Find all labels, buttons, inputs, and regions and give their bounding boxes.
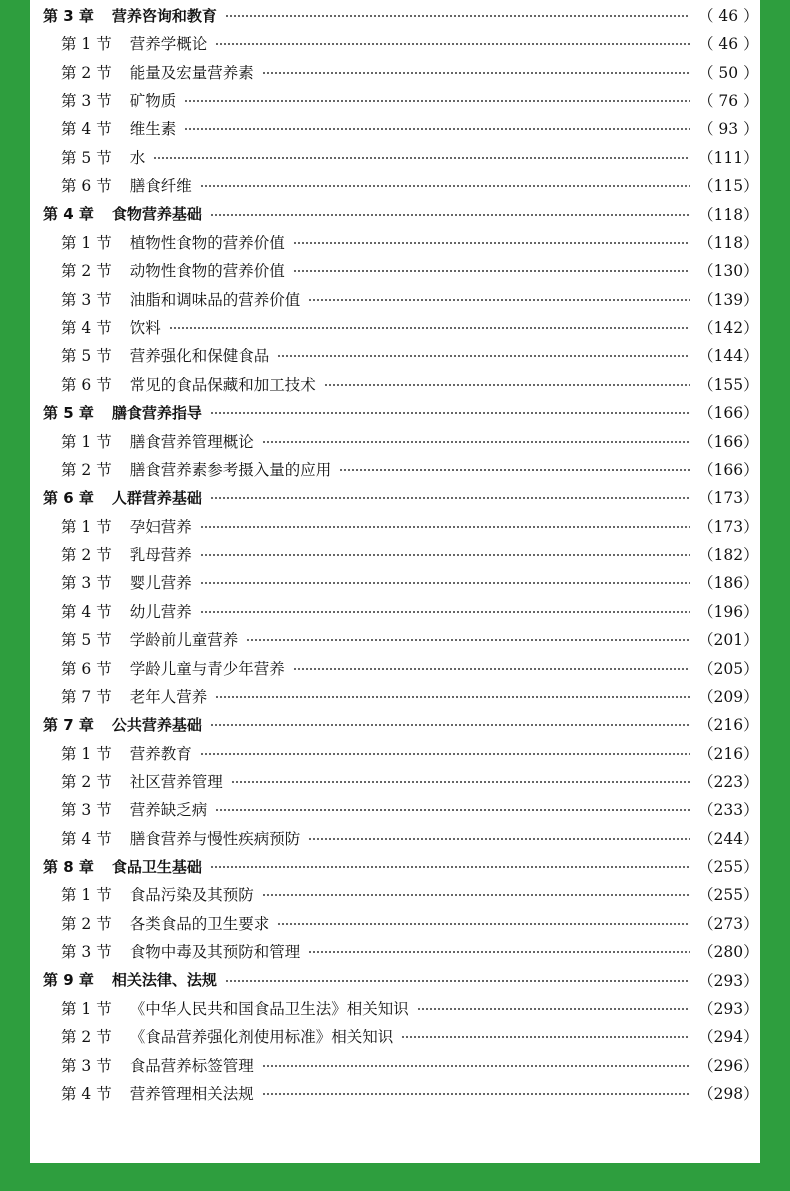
dot-leader: [246, 639, 690, 641]
toc-section-row: [30, 29, 760, 57]
page-number: （173）: [698, 489, 759, 508]
section-title: 膳食营养管理概论: [129, 432, 254, 451]
dot-leader: [215, 43, 690, 45]
section-number: 第 4 节: [61, 602, 112, 621]
page-number: （ 93 ）: [698, 120, 759, 139]
toc-section-row: [30, 455, 760, 483]
dot-leader: [401, 1036, 690, 1038]
section-title: 乳母营养: [129, 546, 192, 565]
section-number: 第 2 节: [61, 63, 112, 82]
section-number: 第 6 节: [61, 375, 112, 394]
section-number: 第 2 节: [61, 772, 112, 791]
section-title: 孕妇营养: [129, 517, 192, 536]
dot-leader: [210, 412, 690, 414]
chapter-title: 膳食营养指导: [111, 403, 202, 422]
toc-chapter-row: [30, 398, 760, 426]
section-title: 婴儿营养: [129, 574, 192, 593]
chapter-number: 第 9 章: [43, 971, 94, 990]
page-number: （298）: [698, 1085, 759, 1104]
section-title: 饮料: [129, 319, 161, 338]
page-number: （205）: [698, 659, 759, 678]
toc-section-row: [30, 86, 760, 114]
section-number: 第 4 节: [61, 1085, 112, 1104]
dot-leader: [231, 781, 690, 783]
dot-leader: [417, 1008, 690, 1010]
page-number: （142）: [698, 319, 759, 338]
section-number: 第 1 节: [61, 35, 112, 54]
page-number: （ 46 ）: [698, 7, 759, 25]
page-number: （209）: [698, 687, 759, 706]
toc-section-row: [30, 370, 760, 398]
section-number: 第 4 节: [61, 120, 112, 139]
section-title: 能量及宏量营养素: [129, 63, 254, 82]
chapter-number: 第 4 章: [43, 205, 94, 224]
dot-leader: [200, 554, 690, 556]
dot-leader: [184, 100, 690, 102]
dot-leader: [293, 242, 690, 244]
page-number: （255）: [698, 886, 759, 905]
toc-section-row: [30, 625, 760, 653]
section-title: 水: [129, 148, 146, 167]
toc-chapter-row: [30, 483, 760, 511]
page-number: （196）: [698, 602, 759, 621]
toc-section-row: [30, 654, 760, 682]
section-number: 第 2 节: [61, 460, 112, 479]
dot-leader: [225, 980, 690, 982]
toc-section-row: [30, 909, 760, 937]
section-number: 第 5 节: [61, 631, 112, 650]
chapter-number: 第 7 章: [43, 715, 94, 734]
toc-section-row: [30, 256, 760, 284]
dot-leader: [277, 355, 690, 357]
section-number: 第 1 节: [61, 999, 112, 1018]
page-number: （255）: [698, 858, 759, 877]
section-number: 第 1 节: [61, 517, 112, 536]
page-number: （ 46 ）: [698, 35, 759, 54]
page-number: （166）: [698, 404, 759, 423]
page-number: （233）: [698, 801, 759, 820]
toc-section-row: [30, 313, 760, 341]
dot-leader: [262, 1093, 690, 1095]
chapter-number: 第 5 章: [43, 403, 94, 422]
page-number: （166）: [698, 460, 759, 479]
dot-leader: [153, 157, 690, 159]
page-number: （111）: [698, 148, 759, 167]
toc-section-row: [30, 795, 760, 823]
page-number: （201）: [698, 631, 759, 650]
toc-section-row: [30, 739, 760, 767]
section-title: 植物性食物的营养价值: [129, 233, 285, 252]
section-number: 第 5 节: [61, 148, 112, 167]
section-title: 学龄儿童与青少年营养: [129, 659, 285, 678]
page-number: （115）: [698, 177, 759, 196]
document-page: [30, 0, 760, 1163]
page-number: （293）: [698, 999, 759, 1018]
section-title: 食品营养标签管理: [129, 1056, 254, 1075]
section-title: 营养管理相关法规: [129, 1085, 254, 1104]
toc-section-row: [30, 568, 760, 596]
section-title: 油脂和调味品的营养价值: [129, 290, 301, 309]
section-number: 第 1 节: [61, 886, 112, 905]
dot-leader: [169, 327, 690, 329]
page-number: （130）: [698, 262, 759, 281]
page-number: （186）: [698, 574, 759, 593]
dot-leader: [324, 384, 690, 386]
dot-leader: [262, 1065, 690, 1067]
page-number: （173）: [698, 517, 759, 536]
section-number: 第 2 节: [61, 546, 112, 565]
dot-leader: [200, 582, 690, 584]
section-number: 第 3 节: [61, 92, 112, 111]
page-number: （294）: [698, 1028, 759, 1047]
page-number: （216）: [698, 716, 759, 735]
section-title: 营养学概论: [129, 35, 208, 54]
section-number: 第 3 节: [61, 1056, 112, 1075]
section-number: 第 4 节: [61, 829, 112, 848]
toc-section-row: [30, 597, 760, 625]
chapter-title: 相关法律、法规: [111, 971, 217, 990]
chapter-number: 第 6 章: [43, 488, 94, 507]
section-number: 第 5 节: [61, 347, 112, 366]
dot-leader: [225, 15, 690, 17]
toc-section-row: [30, 1022, 760, 1050]
section-number: 第 3 节: [61, 574, 112, 593]
page-number: （293）: [698, 971, 759, 990]
section-title: 营养缺乏病: [129, 801, 208, 820]
section-number: 第 3 节: [61, 943, 112, 962]
page-number: （144）: [698, 347, 759, 366]
page-number: （166）: [698, 432, 759, 451]
toc-section-row: [30, 143, 760, 171]
toc-section-row: [30, 285, 760, 313]
section-title: 《食品营养强化剂使用标准》相关知识: [129, 1028, 394, 1047]
toc-section-row: [30, 767, 760, 795]
section-title: 动物性食物的营养价值: [129, 262, 285, 281]
toc-section-row: [30, 880, 760, 908]
dot-leader: [262, 894, 690, 896]
section-number: 第 1 节: [61, 432, 112, 451]
toc-section-row: [30, 937, 760, 965]
dot-leader: [210, 214, 690, 216]
page-number: （273）: [698, 914, 759, 933]
section-number: 第 1 节: [61, 744, 112, 763]
section-title: 膳食纤维: [129, 177, 192, 196]
section-number: 第 6 节: [61, 177, 112, 196]
section-title: 矿物质: [129, 92, 177, 111]
page-number: （155）: [698, 375, 759, 394]
page-number: （118）: [698, 205, 759, 224]
chapter-title: 食物营养基础: [111, 205, 202, 224]
section-number: 第 3 节: [61, 801, 112, 820]
dot-leader: [184, 128, 690, 130]
section-title: 食物中毒及其预防和管理: [129, 943, 301, 962]
dot-leader: [215, 696, 690, 698]
dot-leader: [277, 923, 690, 925]
chapter-number: 第 8 章: [43, 857, 94, 876]
dot-leader: [210, 724, 690, 726]
toc-chapter-row: [30, 852, 760, 880]
section-title: 《中华人民共和国食品卫生法》相关知识: [129, 999, 409, 1018]
toc-section-row: [30, 341, 760, 369]
page-number: （216）: [698, 744, 759, 763]
chapter-number: 第 3 章: [43, 6, 94, 25]
section-number: 第 3 节: [61, 290, 112, 309]
section-title: 幼儿营养: [129, 602, 192, 621]
section-title: 维生素: [129, 120, 177, 139]
section-title: 常见的食品保藏和加工技术: [129, 375, 316, 394]
toc-section-row: [30, 540, 760, 568]
section-title: 各类食品的卫生要求: [129, 914, 270, 933]
page-number: （ 76 ）: [698, 92, 759, 111]
toc-section-row: [30, 512, 760, 540]
chapter-title: 人群营养基础: [111, 488, 202, 507]
page-number: （244）: [698, 829, 759, 848]
dot-leader: [262, 441, 690, 443]
section-title: 膳食营养与慢性疾病预防: [129, 829, 301, 848]
dot-leader: [293, 270, 690, 272]
section-number: 第 6 节: [61, 659, 112, 678]
toc-section-row: [30, 1079, 760, 1107]
toc-section-row: [30, 228, 760, 256]
toc-chapter-row: [30, 1, 760, 29]
dot-leader: [308, 299, 690, 301]
dot-leader: [200, 185, 690, 187]
dot-leader: [210, 866, 690, 868]
section-title: 营养教育: [129, 744, 192, 763]
section-title: 老年人营养: [129, 687, 208, 706]
toc-chapter-row: [30, 966, 760, 994]
chapter-title: 营养咨询和教育: [111, 6, 217, 25]
section-number: 第 2 节: [61, 914, 112, 933]
section-number: 第 4 节: [61, 319, 112, 338]
page-number: （118）: [698, 233, 759, 252]
chapter-title: 公共营养基础: [111, 715, 202, 734]
dot-leader: [308, 838, 690, 840]
page-number: （ 50 ）: [698, 63, 759, 82]
dot-leader: [200, 611, 690, 613]
dot-leader: [200, 526, 690, 528]
page-number: （139）: [698, 290, 759, 309]
section-title: 学龄前儿童营养: [129, 631, 239, 650]
page-number: （280）: [698, 943, 759, 962]
chapter-title: 食品卫生基础: [111, 857, 202, 876]
toc-section-row: [30, 171, 760, 199]
page-number: （182）: [698, 546, 759, 565]
page-number: （296）: [698, 1056, 759, 1075]
toc-section-row: [30, 824, 760, 852]
page-number: （223）: [698, 772, 759, 791]
dot-leader: [308, 951, 690, 953]
section-title: 食品污染及其预防: [129, 886, 254, 905]
toc-section-row: [30, 58, 760, 86]
section-title: 膳食营养素参考摄入量的应用: [129, 460, 332, 479]
dot-leader: [210, 497, 690, 499]
dot-leader: [262, 72, 690, 74]
toc-section-row: [30, 994, 760, 1022]
section-number: 第 7 节: [61, 687, 112, 706]
section-number: 第 2 节: [61, 262, 112, 281]
dot-leader: [339, 469, 690, 471]
section-number: 第 2 节: [61, 1028, 112, 1047]
section-number: 第 1 节: [61, 233, 112, 252]
section-title: 营养强化和保健食品: [129, 347, 270, 366]
toc-section-row: [30, 114, 760, 142]
toc-chapter-row: [30, 200, 760, 228]
dot-leader: [200, 753, 690, 755]
toc-section-row: [30, 682, 760, 710]
toc-section-row: [30, 1051, 760, 1079]
toc-chapter-row: [30, 710, 760, 738]
dot-leader: [215, 809, 690, 811]
dot-leader: [293, 668, 690, 670]
section-title: 社区营养管理: [129, 772, 223, 791]
toc-section-row: [30, 427, 760, 455]
